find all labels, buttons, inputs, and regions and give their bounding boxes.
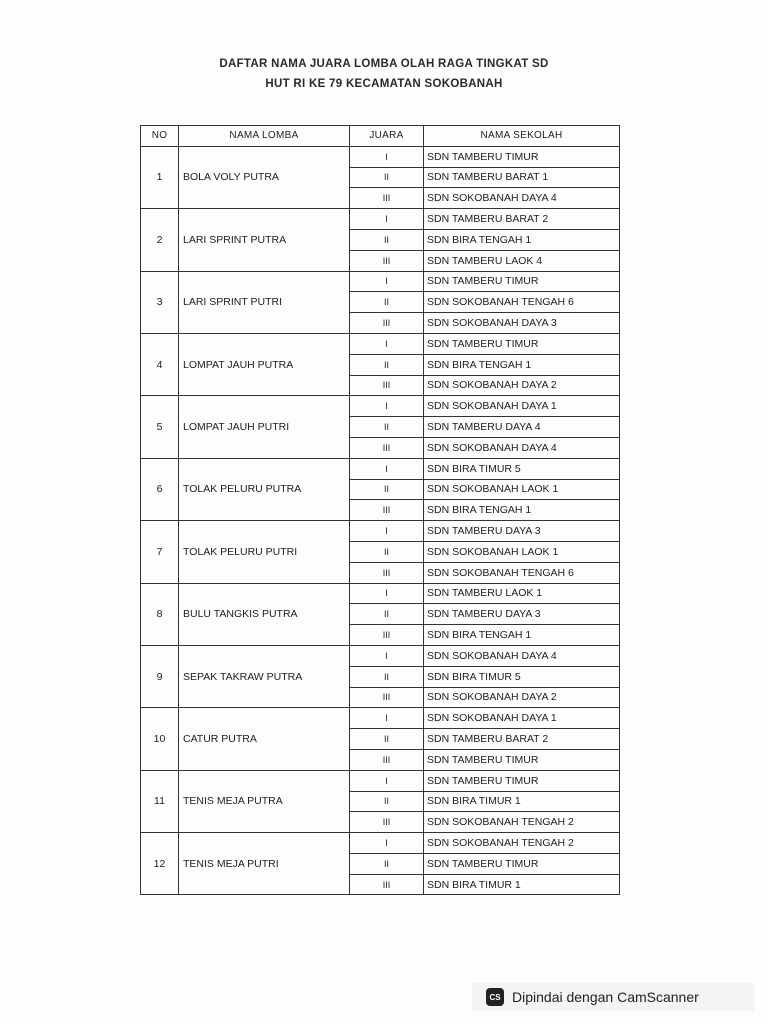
cell-nama-sekolah: SDN SOKOBANAH TENGAH 2 bbox=[424, 812, 620, 833]
cell-juara: I bbox=[350, 770, 424, 791]
cell-nama-sekolah: SDN TAMBERU TIMUR bbox=[424, 333, 620, 354]
winners-table bbox=[140, 125, 620, 895]
header-juara: JUARA bbox=[350, 126, 424, 147]
cell-nama-lomba: LOMPAT JAUH PUTRA bbox=[179, 333, 350, 395]
table-row bbox=[141, 271, 620, 292]
camscanner-text: Dipindai dengan CamScanner bbox=[512, 989, 699, 1005]
cell-nama-sekolah: SDN TAMBERU DAYA 3 bbox=[424, 604, 620, 625]
table-row bbox=[141, 521, 620, 542]
cell-no: 8 bbox=[141, 583, 179, 645]
cell-juara: III bbox=[350, 188, 424, 209]
header-nama-sekolah: NAMA SEKOLAH bbox=[424, 126, 620, 147]
cell-nama-sekolah: SDN TAMBERU TIMUR bbox=[424, 853, 620, 874]
cell-juara: I bbox=[350, 521, 424, 542]
cell-nama-sekolah: SDN SOKOBANAH DAYA 1 bbox=[424, 396, 620, 417]
cell-nama-lomba: BULU TANGKIS PUTRA bbox=[179, 583, 350, 645]
cell-no: 1 bbox=[141, 146, 179, 208]
cell-nama-lomba: TENIS MEJA PUTRA bbox=[179, 770, 350, 832]
cell-juara: II bbox=[350, 853, 424, 874]
cell-nama-sekolah: SDN SOKOBANAH DAYA 4 bbox=[424, 645, 620, 666]
cell-nama-sekolah: SDN BIRA TENGAH 1 bbox=[424, 354, 620, 375]
table-row bbox=[141, 333, 620, 354]
cell-juara: III bbox=[350, 749, 424, 770]
cell-nama-sekolah: SDN SOKOBANAH DAYA 1 bbox=[424, 708, 620, 729]
cell-nama-lomba: TOLAK PELURU PUTRA bbox=[179, 458, 350, 520]
table-row bbox=[141, 645, 620, 666]
cell-nama-sekolah: SDN TAMBERU BARAT 1 bbox=[424, 167, 620, 188]
cell-juara: II bbox=[350, 292, 424, 313]
cell-nama-lomba: LARI SPRINT PUTRA bbox=[179, 209, 350, 271]
cell-juara: I bbox=[350, 645, 424, 666]
cell-juara: II bbox=[350, 604, 424, 625]
cell-no: 3 bbox=[141, 271, 179, 333]
cell-juara: I bbox=[350, 458, 424, 479]
table-header-row bbox=[141, 126, 620, 147]
cell-juara: II bbox=[350, 229, 424, 250]
cell-nama-lomba: BOLA VOLY PUTRA bbox=[179, 146, 350, 208]
cell-juara: II bbox=[350, 729, 424, 750]
cell-juara: I bbox=[350, 833, 424, 854]
cell-juara: III bbox=[350, 313, 424, 334]
table-body bbox=[141, 146, 620, 895]
cell-nama-lomba: SEPAK TAKRAW PUTRA bbox=[179, 645, 350, 707]
cell-juara: I bbox=[350, 396, 424, 417]
cell-nama-sekolah: SDN TAMBERU TIMUR bbox=[424, 146, 620, 167]
cell-juara: I bbox=[350, 271, 424, 292]
cell-juara: II bbox=[350, 354, 424, 375]
cell-no: 6 bbox=[141, 458, 179, 520]
cell-juara: II bbox=[350, 417, 424, 438]
cell-juara: III bbox=[350, 375, 424, 396]
cell-nama-sekolah: SDN TAMBERU TIMUR bbox=[424, 271, 620, 292]
cell-juara: III bbox=[350, 250, 424, 271]
cell-juara: II bbox=[350, 666, 424, 687]
cell-juara: I bbox=[350, 146, 424, 167]
cell-nama-sekolah: SDN SOKOBANAH DAYA 2 bbox=[424, 375, 620, 396]
cell-juara: III bbox=[350, 874, 424, 895]
cell-no: 7 bbox=[141, 521, 179, 583]
cell-juara: III bbox=[350, 500, 424, 521]
cell-juara: II bbox=[350, 479, 424, 500]
cell-juara: III bbox=[350, 812, 424, 833]
cell-juara: III bbox=[350, 562, 424, 583]
cell-nama-sekolah: SDN SOKOBANAH TENGAH 6 bbox=[424, 292, 620, 313]
table-row bbox=[141, 209, 620, 230]
cell-nama-sekolah: SDN SOKOBANAH TENGAH 6 bbox=[424, 562, 620, 583]
table-row bbox=[141, 833, 620, 854]
cell-nama-sekolah: SDN BIRA TIMUR 5 bbox=[424, 666, 620, 687]
header-nama-lomba: NAMA LOMBA bbox=[179, 126, 350, 147]
cell-nama-sekolah: SDN SOKOBANAH DAYA 3 bbox=[424, 313, 620, 334]
table-row bbox=[141, 583, 620, 604]
cell-no: 9 bbox=[141, 645, 179, 707]
cell-no: 12 bbox=[141, 833, 179, 895]
header-no: NO bbox=[141, 126, 179, 147]
document-subtitle: HUT RI KE 79 KECAMATAN SOKOBANAH bbox=[265, 78, 503, 90]
cell-nama-sekolah: SDN TAMBERU TIMUR bbox=[424, 770, 620, 791]
cell-juara: I bbox=[350, 583, 424, 604]
cell-juara: III bbox=[350, 437, 424, 458]
cell-nama-sekolah: SDN SOKOBANAH TENGAH 2 bbox=[424, 833, 620, 854]
cell-no: 11 bbox=[141, 770, 179, 832]
cell-juara: I bbox=[350, 333, 424, 354]
table-row bbox=[141, 396, 620, 417]
cell-no: 4 bbox=[141, 333, 179, 395]
cell-nama-sekolah: SDN SOKOBANAH LAOK 1 bbox=[424, 541, 620, 562]
cell-nama-lomba: LOMPAT JAUH PUTRI bbox=[179, 396, 350, 458]
cell-no: 2 bbox=[141, 209, 179, 271]
cell-nama-sekolah: SDN BIRA TENGAH 1 bbox=[424, 625, 620, 646]
cell-nama-sekolah: SDN TAMBERU BARAT 2 bbox=[424, 729, 620, 750]
cell-nama-lomba: TENIS MEJA PUTRI bbox=[179, 833, 350, 895]
cell-juara: II bbox=[350, 167, 424, 188]
cell-juara: II bbox=[350, 791, 424, 812]
cell-nama-sekolah: SDN SOKOBANAH LAOK 1 bbox=[424, 479, 620, 500]
cell-nama-sekolah: SDN TAMBERU BARAT 2 bbox=[424, 209, 620, 230]
cell-nama-sekolah: SDN TAMBERU LAOK 4 bbox=[424, 250, 620, 271]
cell-juara: II bbox=[350, 541, 424, 562]
table-row bbox=[141, 770, 620, 791]
cell-nama-sekolah: SDN BIRA TENGAH 1 bbox=[424, 500, 620, 521]
table-row bbox=[141, 458, 620, 479]
cell-juara: III bbox=[350, 625, 424, 646]
cell-nama-sekolah: SDN BIRA TIMUR 5 bbox=[424, 458, 620, 479]
cell-nama-sekolah: SDN BIRA TIMUR 1 bbox=[424, 874, 620, 895]
cell-nama-sekolah: SDN SOKOBANAH DAYA 4 bbox=[424, 188, 620, 209]
camscanner-badge bbox=[472, 983, 754, 1011]
cell-juara: I bbox=[350, 209, 424, 230]
cell-nama-sekolah: SDN BIRA TIMUR 1 bbox=[424, 791, 620, 812]
cell-nama-sekolah: SDN SOKOBANAH DAYA 2 bbox=[424, 687, 620, 708]
document-title: DAFTAR NAMA JUARA LOMBA OLAH RAGA TINGKAT SD bbox=[219, 58, 549, 70]
cell-nama-sekolah: SDN TAMBERU TIMUR bbox=[424, 749, 620, 770]
cell-nama-lomba: CATUR PUTRA bbox=[179, 708, 350, 770]
cell-juara: III bbox=[350, 687, 424, 708]
cell-nama-sekolah: SDN BIRA TENGAH 1 bbox=[424, 229, 620, 250]
cell-nama-lomba: TOLAK PELURU PUTRI bbox=[179, 521, 350, 583]
cell-nama-sekolah: SDN SOKOBANAH DAYA 4 bbox=[424, 437, 620, 458]
cell-nama-sekolah: SDN TAMBERU LAOK 1 bbox=[424, 583, 620, 604]
cell-nama-sekolah: SDN TAMBERU DAYA 3 bbox=[424, 521, 620, 542]
cell-nama-sekolah: SDN TAMBERU DAYA 4 bbox=[424, 417, 620, 438]
table-row bbox=[141, 708, 620, 729]
cell-no: 5 bbox=[141, 396, 179, 458]
cell-nama-lomba: LARI SPRINT PUTRI bbox=[179, 271, 350, 333]
cell-juara: I bbox=[350, 708, 424, 729]
cell-no: 10 bbox=[141, 708, 179, 770]
camscanner-logo-icon: CS bbox=[486, 988, 504, 1006]
table-row bbox=[141, 146, 620, 167]
